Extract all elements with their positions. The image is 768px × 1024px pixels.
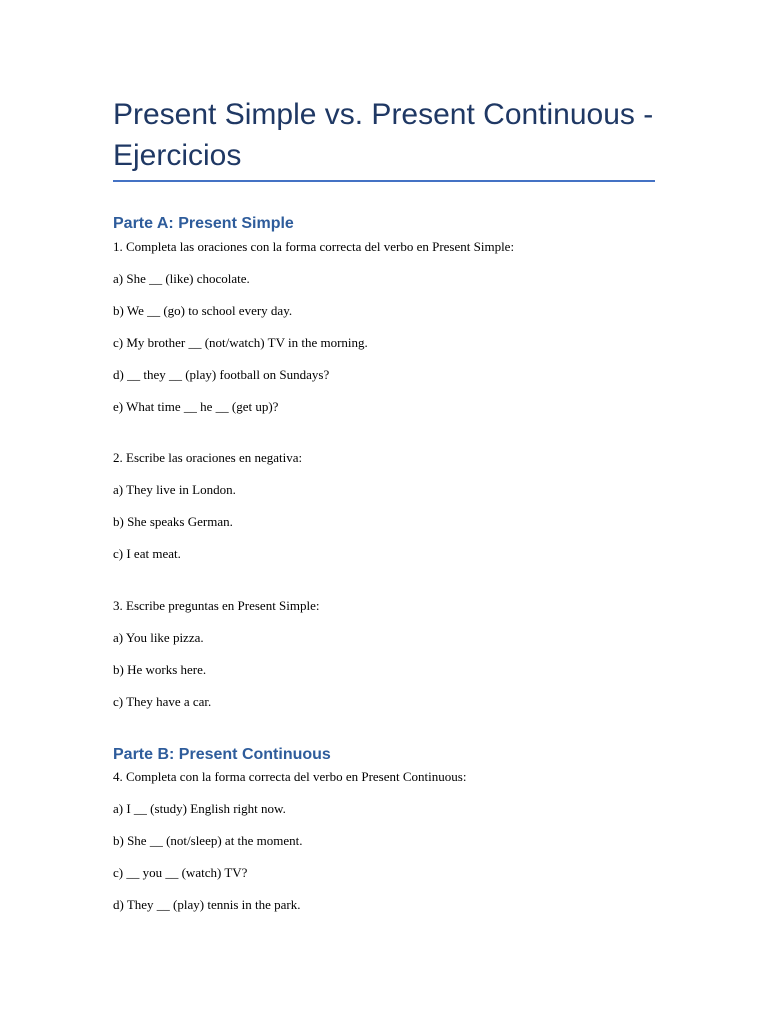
exercise-1-item-a: a) She __ (like) chocolate. bbox=[113, 271, 250, 286]
exercise-2-item-b: b) She speaks German. bbox=[113, 514, 233, 529]
exercise-3-item-c: c) They have a car. bbox=[113, 694, 212, 709]
section-heading-part-a: Parte A: Present Simple bbox=[113, 215, 294, 232]
exercise-2-item-c: c) I eat meat. bbox=[113, 546, 181, 561]
exercise-2-item-a: a) They live in London. bbox=[113, 482, 236, 497]
exercise-4-item-b: b) She __ (not/sleep) at the moment. bbox=[113, 833, 303, 848]
exercise-4-item-d: d) They __ (play) tennis in the park. bbox=[113, 897, 301, 912]
exercise-1-item-d: d) __ they __ (play) football on Sundays? bbox=[113, 367, 330, 382]
exercise-1-item-b: b) We __ (go) to school every day. bbox=[113, 303, 293, 318]
exercise-4-item-a: a) I __ (study) English right now. bbox=[113, 801, 286, 816]
exercise-4-item-c: c) __ you __ (watch) TV? bbox=[113, 865, 248, 880]
exercise-3-item-b: b) He works here. bbox=[113, 662, 207, 677]
exercise-2-instruction: 2. Escribe las oraciones en negativa: bbox=[113, 450, 303, 465]
section-heading-part-b: Parte B: Present Continuous bbox=[113, 746, 331, 763]
exercise-1-item-c: c) My brother __ (not/watch) TV in the morning. bbox=[113, 335, 368, 350]
document-title: Present Simple vs. Present Continuous - Ejercicios bbox=[113, 98, 654, 172]
exercise-1-item-e: e) What time __ he __ (get up)? bbox=[113, 399, 279, 414]
exercise-4-instruction: 4. Completa con la forma correcta del verbo en Present Continuous: bbox=[113, 769, 467, 784]
exercise-3-item-a: a) You like pizza. bbox=[113, 630, 204, 645]
title-divider bbox=[113, 180, 655, 182]
exercise-1-instruction: 1. Completa las oraciones con la forma correcta del verbo en Present Simple: bbox=[113, 239, 515, 254]
exercise-3-instruction: 3. Escribe preguntas en Present Simple: bbox=[113, 598, 320, 613]
